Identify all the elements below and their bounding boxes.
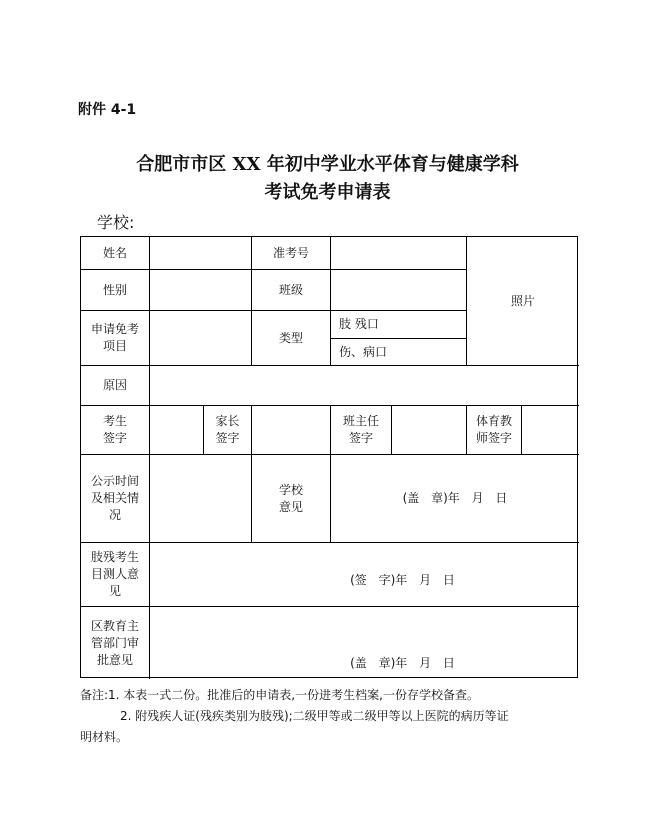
district-approval-label bbox=[81, 607, 149, 679]
apply-item-field[interactable] bbox=[150, 311, 251, 365]
disabled-observer-l2: 目测人意 bbox=[90, 567, 139, 581]
student-sign-field[interactable] bbox=[150, 406, 203, 454]
teacher-sign-l2: 签字 bbox=[348, 431, 373, 445]
photo-label: 照片 bbox=[510, 293, 535, 308]
publicity-l3: 况 bbox=[108, 508, 121, 522]
pe-teacher-sign-field[interactable] bbox=[522, 406, 579, 454]
exam-number-field[interactable] bbox=[331, 237, 466, 269]
type-option-disabled[interactable]: 肢 残口 bbox=[339, 317, 379, 331]
notes bbox=[80, 685, 580, 748]
publicity-l2: 及相关情 bbox=[90, 491, 139, 505]
disabled-observer-label bbox=[81, 543, 149, 606]
publicity-l1: 公示时间 bbox=[90, 474, 139, 488]
gender-label: 性别 bbox=[102, 282, 127, 297]
student-sign-l1: 考生 bbox=[102, 414, 127, 428]
row-line bbox=[81, 606, 579, 607]
name-field[interactable] bbox=[150, 237, 251, 269]
reason-field[interactable] bbox=[150, 366, 579, 405]
class-label: 班级 bbox=[278, 282, 303, 297]
student-sign-label bbox=[81, 406, 149, 454]
parent-sign-label bbox=[204, 406, 251, 454]
reason-label: 原因 bbox=[102, 378, 127, 392]
publicity-field[interactable] bbox=[150, 455, 251, 542]
apply-item-label-l2: 项目 bbox=[102, 339, 127, 353]
district-seal-date[interactable]: (盖 章)年 月 日 bbox=[350, 655, 455, 670]
school-seal-date[interactable]: (盖 章)年 月 日 bbox=[402, 491, 508, 505]
attachment-label: 附件 4-1 bbox=[78, 102, 137, 118]
row-line bbox=[81, 542, 579, 543]
form-title-line1: 合肥市市区 XX 年初中学业水平体育与健康学科 bbox=[136, 154, 519, 175]
teacher-sign-label bbox=[331, 406, 391, 454]
pe-sign-l1: 体育教 bbox=[475, 414, 512, 428]
publicity-label bbox=[81, 455, 149, 542]
apply-item-label-l1: 申请免考 bbox=[90, 322, 139, 336]
type-option-injury[interactable]: 伤、病口 bbox=[339, 344, 388, 359]
observer-sign-date[interactable]: (签 字)年 月 日 bbox=[350, 572, 455, 587]
notes-line3: 明材料。 bbox=[80, 730, 129, 744]
parent-sign-field[interactable] bbox=[252, 406, 330, 454]
class-field[interactable] bbox=[331, 270, 466, 310]
pe-teacher-sign-label bbox=[467, 406, 521, 454]
disabled-observer-l3: 见 bbox=[108, 584, 121, 598]
parent-sign-l1: 家长 bbox=[215, 414, 240, 428]
parent-sign-l2: 签字 bbox=[215, 431, 240, 445]
name-label: 姓名 bbox=[102, 245, 127, 260]
student-sign-l2: 签字 bbox=[102, 431, 127, 445]
teacher-sign-field[interactable] bbox=[392, 406, 466, 454]
application-table bbox=[80, 236, 578, 678]
school-opinion-l1: 学校 bbox=[278, 482, 303, 497]
notes-line1: 备注:1. 本表一式二份。批准后的申请表,一份进考生档案,一份存学校备查。 bbox=[80, 688, 479, 702]
district-approval-l3: 批意见 bbox=[96, 652, 133, 667]
school-label: 学校: bbox=[97, 213, 135, 232]
type-label: 类型 bbox=[278, 330, 303, 345]
notes-line2: 2. 附残疾人证(残疾类别为肢残);二级甲等或二级甲等以上医院的病历等证 bbox=[120, 709, 509, 723]
apply-item-label bbox=[81, 311, 149, 365]
teacher-sign-l1: 班主任 bbox=[342, 414, 379, 428]
exam-number-label: 准考号 bbox=[272, 245, 309, 260]
disabled-observer-l1: 肢残考生 bbox=[90, 550, 139, 564]
pe-sign-l2: 师签字 bbox=[475, 431, 512, 445]
school-opinion-label bbox=[252, 455, 330, 542]
gender-field[interactable] bbox=[150, 270, 251, 310]
form-title-line2: 考试免考申请表 bbox=[264, 182, 391, 203]
district-approval-l2: 管部门审 bbox=[90, 635, 139, 650]
district-approval-l1: 区教育主 bbox=[90, 618, 139, 633]
school-opinion-l2: 意见 bbox=[278, 499, 303, 514]
